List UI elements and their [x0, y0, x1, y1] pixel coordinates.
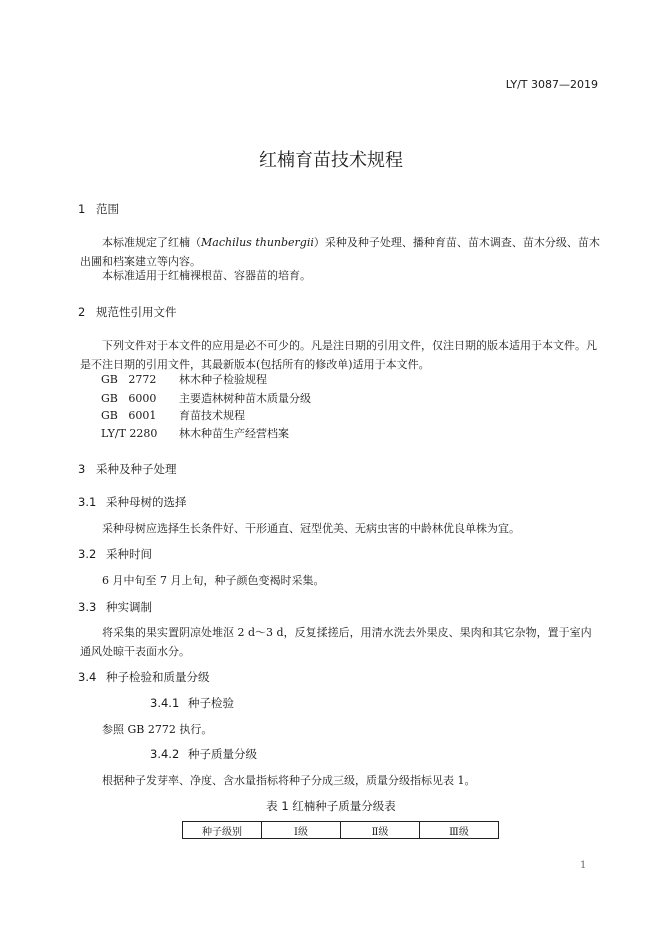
subsection-title: 种实调制	[106, 600, 152, 614]
table-header-cell: 种子级别	[183, 822, 262, 839]
section-2-paragraph-1: 下列文件对于本文件的应用是必不可少的。凡是注日期的引用文件，仅注日期的版本适用于本文件。凡是不注日期的引用文件，其最新版本(包括所有的修改单)适用于本文件。	[80, 339, 597, 371]
document-title: 红楠育苗技术规程	[259, 150, 403, 171]
table-header-cell: Ⅱ级	[341, 822, 420, 839]
subsection-3-2-heading	[78, 546, 152, 562]
subsection-number: 3.1	[78, 495, 97, 509]
reference-title: 育苗技术规程	[179, 409, 245, 422]
subsection-title: 种子质量分级	[188, 747, 257, 761]
section-title: 范围	[96, 202, 119, 216]
reference-title: 林木种子检验规程	[179, 373, 267, 386]
section-title: 采种及种子处理	[96, 462, 177, 476]
subsection-title: 采种母树的选择	[106, 495, 187, 509]
subsection-3-4-2-text: 根据种子发芽率、净度、含水量指标将种子分成三级，质量分级指标见表 1。	[102, 774, 476, 787]
subsection-number: 3.4.1	[150, 696, 180, 710]
table-header-cell: Ⅰ级	[262, 822, 341, 839]
subsection-number: 3.4	[78, 670, 97, 684]
reference-item	[101, 370, 267, 389]
subsection-title: 种子检验和质量分级	[106, 670, 210, 684]
reference-code: GB 2772	[101, 373, 157, 386]
section-1-heading	[78, 201, 119, 217]
subsection-3-2-text: 6 月中旬至 7 月上旬，种子颜色变褐时采集。	[102, 574, 325, 587]
reference-item	[101, 424, 289, 443]
subsection-3-1-text: 采种母树应选择生长条件好、干形通直、冠型优美、无病虫害的中龄林优良单株为宜。	[102, 522, 520, 535]
subsection-3-4-heading	[78, 669, 210, 685]
reference-title: 林木种苗生产经营档案	[179, 427, 289, 440]
standard-number: LY/T 3087—2019	[505, 78, 598, 91]
paragraph-text: 本标准规定了红楠（	[102, 236, 201, 249]
subsection-3-4-1-text: 参照 GB 2772 执行。	[102, 723, 213, 736]
reference-title: 主要造林树种苗木质量分级	[179, 392, 311, 405]
reference-code: LY/T 2280	[101, 427, 158, 440]
subsection-number: 3.2	[78, 547, 97, 561]
section-title: 规范性引用文件	[96, 305, 177, 319]
section-3-heading	[78, 461, 177, 477]
table-caption: 表 1 红楠种子质量分级表	[266, 799, 396, 813]
subsection-number: 3.4.2	[150, 747, 180, 761]
section-number: 1	[78, 202, 86, 216]
subsection-3-3-text: 将采集的果实置阴凉处堆沤 2 d～3 d，反复揉搓后，用清水洗去外果皮、果肉和其它杂物，置于室内通风处晾干表面水分。	[80, 626, 592, 658]
seed-grade-table	[182, 821, 499, 839]
reference-code: GB 6001	[101, 409, 157, 422]
subsection-title: 种子检验	[188, 696, 234, 710]
subsection-3-4-2-heading	[150, 746, 257, 762]
paragraph-text: ）采种及种子处理、播种育苗、苗木调查、苗木分级、苗木出圃和档案建立等内容。	[80, 236, 600, 268]
subsection-3-4-1-heading	[150, 695, 234, 711]
section-number: 3	[78, 462, 86, 476]
section-2-heading	[78, 304, 177, 320]
subsection-3-1-heading	[78, 494, 187, 510]
section-1-paragraph-2: 本标准适用于红楠裸根苗、容器苗的培育。	[102, 269, 311, 282]
subsection-3-3-heading	[78, 599, 152, 615]
latin-name: Machilus thunbergii	[201, 236, 314, 249]
reference-item	[101, 406, 245, 425]
subsection-number: 3.3	[78, 600, 97, 614]
table-header-row	[183, 822, 499, 839]
reference-code: GB 6000	[101, 392, 157, 405]
section-number: 2	[78, 305, 86, 319]
page-number: 1	[580, 860, 587, 871]
table-header-cell: Ⅲ级	[420, 822, 499, 839]
subsection-title: 采种时间	[106, 547, 152, 561]
